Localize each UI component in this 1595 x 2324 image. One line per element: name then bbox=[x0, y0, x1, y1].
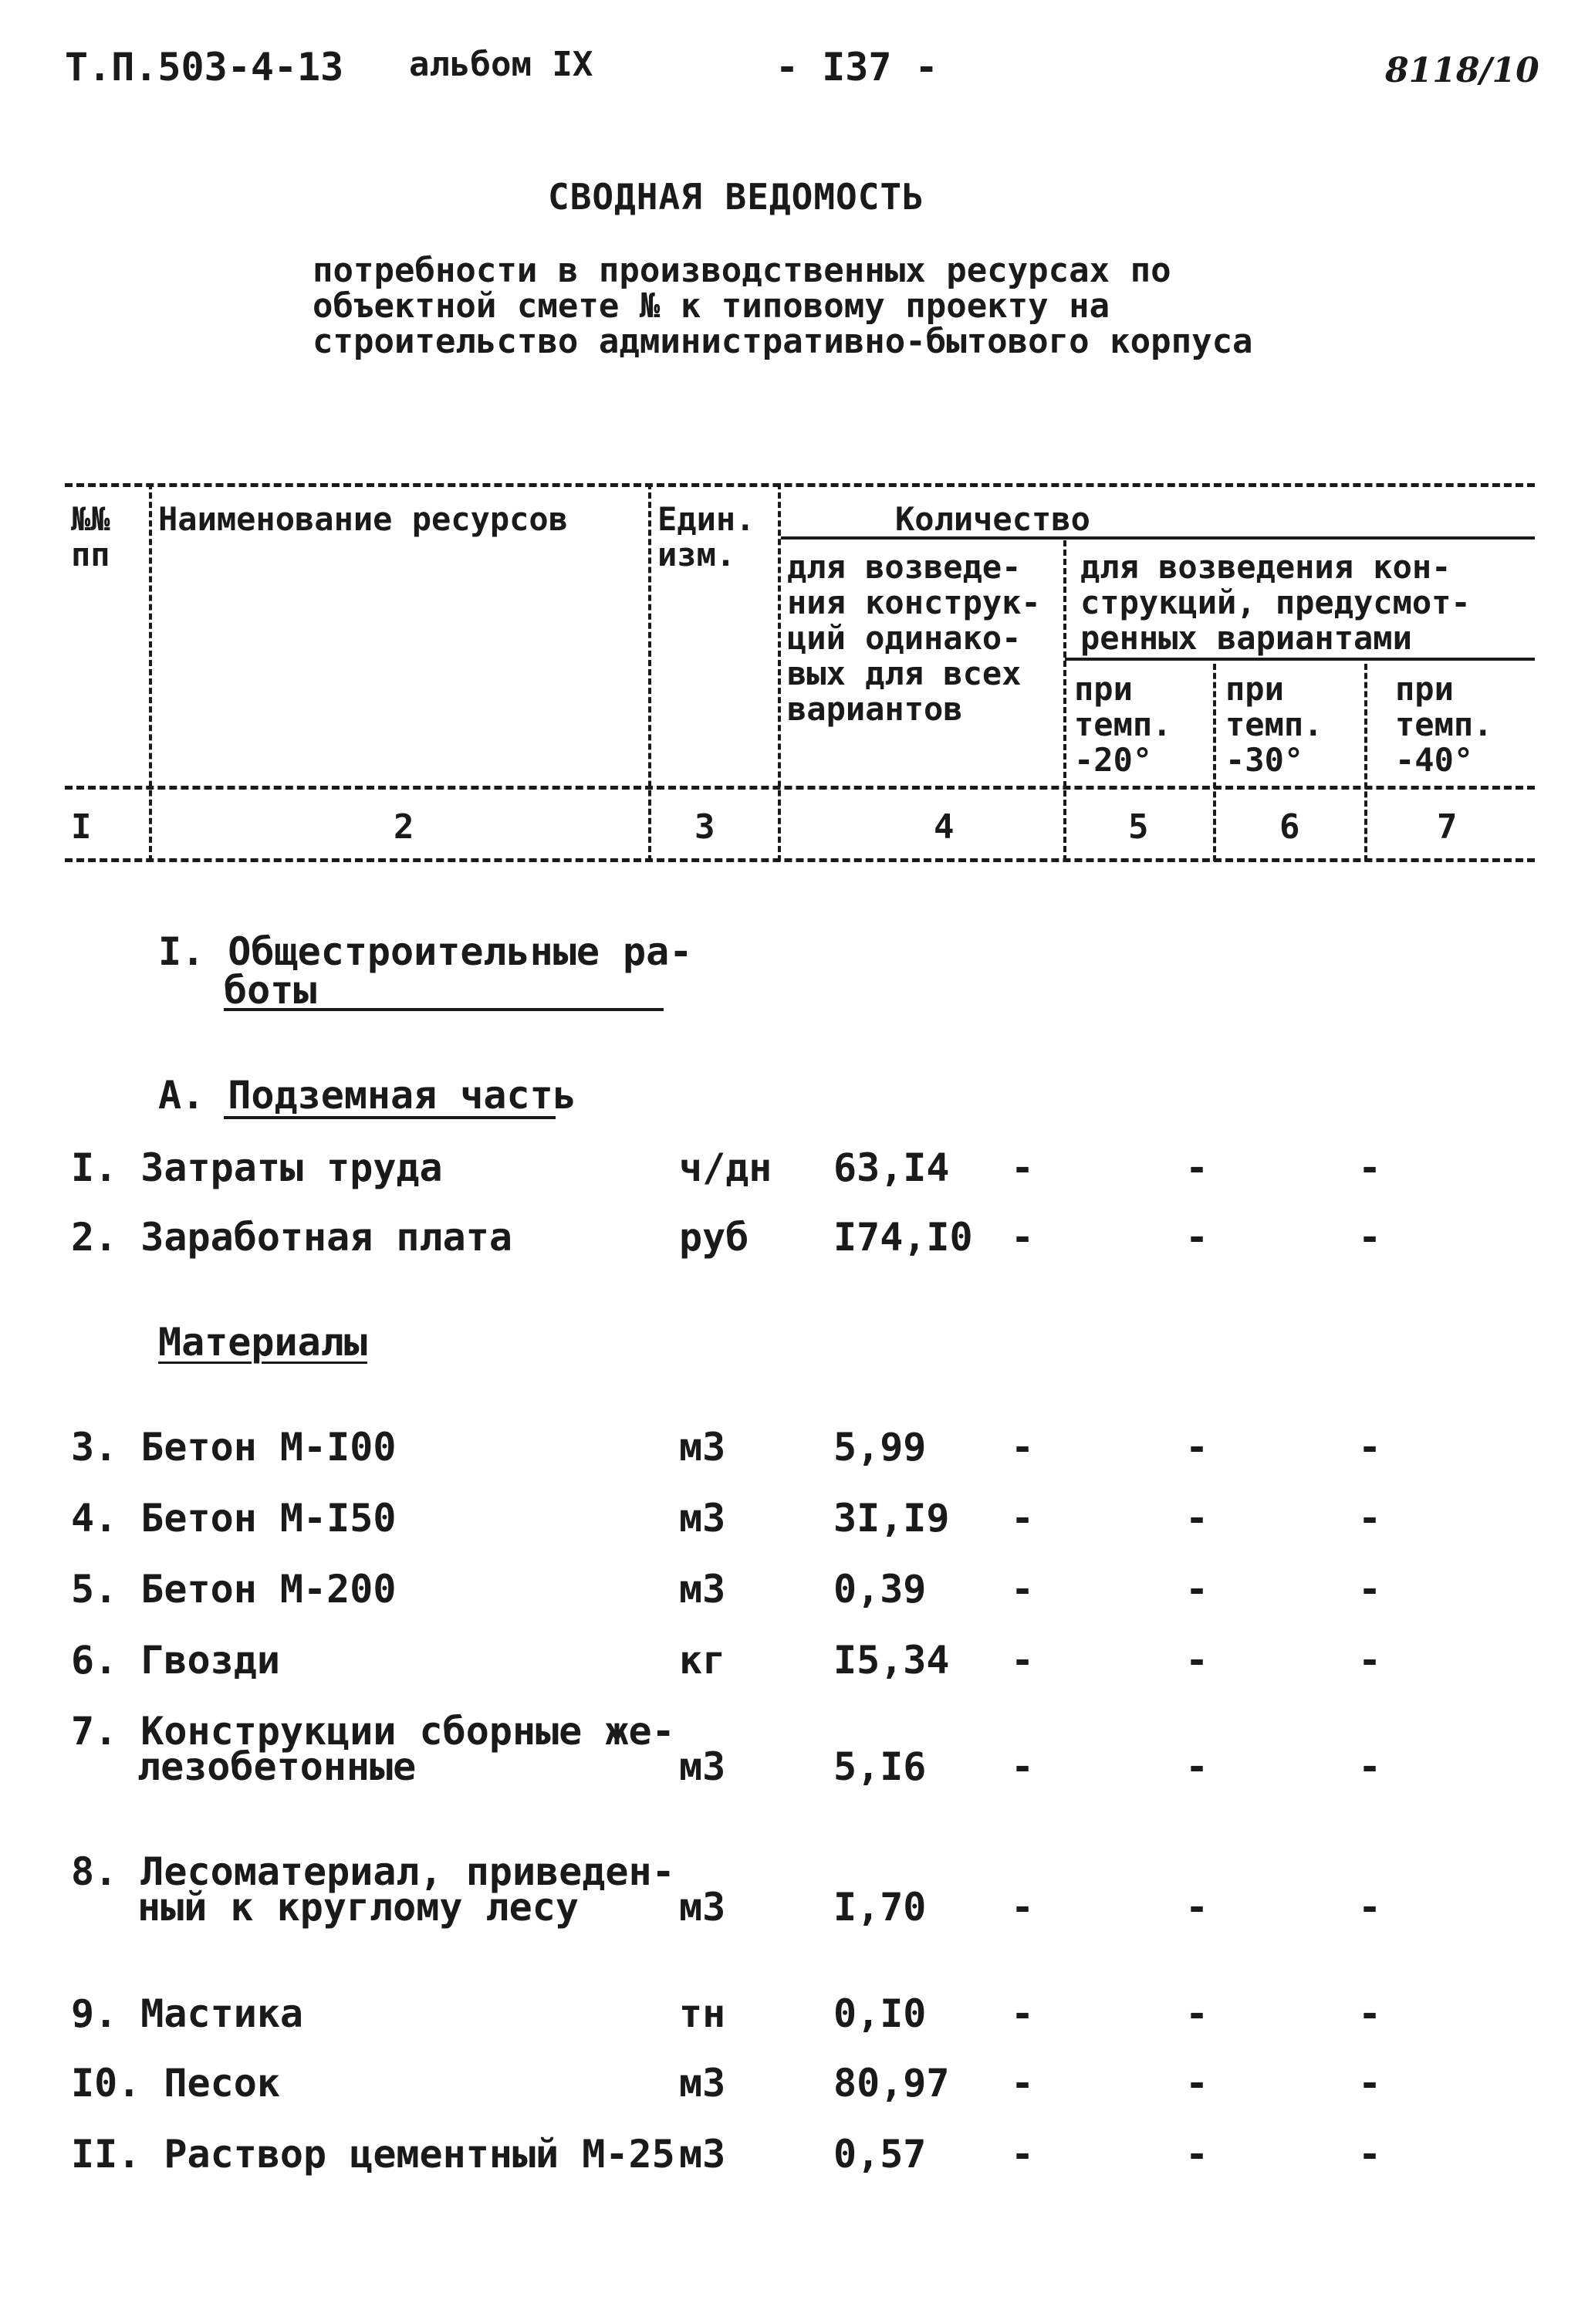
album-label: альбом IX bbox=[409, 45, 593, 84]
row-qty: 5,I6 bbox=[833, 1744, 927, 1789]
header-bottom-rule bbox=[65, 786, 1535, 790]
section-title-underline bbox=[224, 1008, 664, 1011]
document-title: СВОДНАЯ ВЕДОМОСТЬ bbox=[548, 176, 924, 218]
col-divider-1 bbox=[149, 483, 152, 861]
col5-line-3: -20° bbox=[1074, 741, 1153, 779]
row-qty: 63,I4 bbox=[833, 1145, 950, 1190]
row-qty: 0,39 bbox=[833, 1567, 927, 1612]
col-number-5: 5 bbox=[1128, 807, 1149, 847]
col7-line-3: -40° bbox=[1395, 741, 1474, 779]
row-t40: - bbox=[1358, 1425, 1382, 1470]
col6-line-1: при bbox=[1225, 670, 1284, 708]
row-t20: - bbox=[1011, 1496, 1035, 1541]
row-unit: м3 bbox=[679, 1425, 726, 1470]
quantity-underline bbox=[781, 536, 1535, 540]
row-t40: - bbox=[1358, 1638, 1382, 1683]
row-t30: - bbox=[1185, 2132, 1209, 2177]
row-unit: м3 bbox=[679, 1496, 726, 1541]
document-subtitle: потребности в производственных ресурсах по объектной смете № к типовому проекту на строительство административно-бытового корпуса bbox=[313, 251, 1253, 361]
col-number-2: 2 bbox=[394, 807, 414, 847]
row-unit: м3 bbox=[679, 1885, 726, 1930]
row-qty: I,70 bbox=[833, 1885, 927, 1930]
col6-line-3: -30° bbox=[1225, 741, 1304, 779]
row-name-continued: ный к круглому лесу bbox=[137, 1885, 579, 1930]
row-name: 3. Бетон М-I00 bbox=[71, 1425, 397, 1470]
sheet-number: 8118/10 bbox=[1385, 51, 1539, 90]
variants-line-3: ренных вариантами bbox=[1080, 619, 1412, 657]
row-t30: - bbox=[1185, 1425, 1209, 1470]
col5-line-1: при bbox=[1074, 670, 1133, 708]
col4-line-4: вых для всех bbox=[787, 655, 1022, 692]
row-t40: - bbox=[1358, 1215, 1382, 1260]
col-number-1: I bbox=[71, 807, 92, 847]
header-top-rule bbox=[65, 483, 1535, 487]
row-t20: - bbox=[1011, 1145, 1035, 1190]
row-t20: - bbox=[1011, 2132, 1035, 2177]
col-header-number-1: №№ bbox=[71, 500, 110, 538]
col6-line-2: темп. bbox=[1225, 705, 1323, 743]
row-name: I. Затраты труда bbox=[71, 1145, 443, 1190]
row-t30: - bbox=[1185, 1885, 1209, 1930]
row-t40: - bbox=[1358, 1991, 1382, 2036]
row-t40: - bbox=[1358, 1496, 1382, 1541]
row-t40: - bbox=[1358, 1567, 1382, 1612]
col-divider-6 bbox=[1364, 664, 1367, 861]
row-t30: - bbox=[1185, 1991, 1209, 2036]
row-t40: - bbox=[1358, 1885, 1382, 1930]
col4-line-1: для возведе- bbox=[787, 548, 1022, 586]
row-t20: - bbox=[1011, 1215, 1035, 1260]
row-qty: 0,I0 bbox=[833, 1991, 927, 2036]
row-t40: - bbox=[1358, 2132, 1382, 2177]
col4-line-5: вариантов bbox=[787, 690, 963, 728]
row-unit: м3 bbox=[679, 2132, 726, 2177]
row-name: 7. Конструкции сборные же- bbox=[71, 1709, 675, 1754]
row-unit: руб bbox=[679, 1215, 749, 1260]
row-t20: - bbox=[1011, 1991, 1035, 2036]
row-t30: - bbox=[1185, 1496, 1209, 1541]
row-unit: м3 bbox=[679, 2061, 726, 2106]
col-number-4: 4 bbox=[934, 807, 955, 847]
row-t30: - bbox=[1185, 1215, 1209, 1260]
doc-code: Т.П.503-4-13 bbox=[65, 45, 344, 90]
row-name: 5. Бетон М-200 bbox=[71, 1567, 397, 1612]
col7-line-2: темп. bbox=[1395, 705, 1493, 743]
col-divider-5 bbox=[1213, 664, 1216, 861]
part-heading: А. Подземная часть bbox=[158, 1073, 576, 1118]
numbers-bottom-rule bbox=[65, 858, 1535, 862]
section-title-line-1: I. Общестроительные ра- bbox=[158, 929, 693, 974]
row-t20: - bbox=[1011, 2061, 1035, 2106]
row-name-continued: лезобетонные bbox=[137, 1744, 417, 1789]
row-t30: - bbox=[1185, 1567, 1209, 1612]
row-qty: 3I,I9 bbox=[833, 1496, 950, 1541]
row-unit: ч/дн bbox=[679, 1145, 772, 1190]
col4-line-2: ния конструк- bbox=[787, 584, 1041, 621]
col-divider-3 bbox=[778, 483, 781, 861]
col-header-unit-2: изм. bbox=[657, 536, 736, 573]
row-name: 6. Гвозди bbox=[71, 1638, 280, 1683]
row-name: II. Раствор цементный М-25 bbox=[71, 2132, 675, 2177]
row-t40: - bbox=[1358, 2061, 1382, 2106]
col-header-resource-name: Наименование ресурсов bbox=[158, 500, 569, 538]
page-number: - I37 - bbox=[776, 45, 938, 90]
variants-line-1: для возведения кон- bbox=[1080, 548, 1451, 586]
col7-line-1: при bbox=[1395, 670, 1454, 708]
row-t30: - bbox=[1185, 1638, 1209, 1683]
row-t20: - bbox=[1011, 1885, 1035, 1930]
row-unit: кг bbox=[679, 1638, 726, 1683]
row-name: 4. Бетон М-I50 bbox=[71, 1496, 397, 1541]
row-t30: - bbox=[1185, 2061, 1209, 2106]
row-t20: - bbox=[1011, 1744, 1035, 1789]
row-t30: - bbox=[1185, 1145, 1209, 1190]
row-unit: м3 bbox=[679, 1744, 726, 1789]
row-name: 2. Заработная плата bbox=[71, 1215, 512, 1260]
col-header-number-2: пп bbox=[71, 536, 110, 573]
col-header-quantity: Количество bbox=[895, 500, 1090, 538]
row-t20: - bbox=[1011, 1567, 1035, 1612]
row-name: 8. Лесоматериал, приведен- bbox=[71, 1849, 675, 1894]
col4-line-3: ций одинако- bbox=[787, 619, 1022, 657]
row-qty: I5,34 bbox=[833, 1638, 950, 1683]
col-number-7: 7 bbox=[1437, 807, 1458, 847]
section-title-line-2: боты bbox=[224, 968, 317, 1013]
col-divider-4 bbox=[1063, 540, 1066, 861]
row-unit: м3 bbox=[679, 1567, 726, 1612]
row-name: 9. Мастика bbox=[71, 1991, 304, 2036]
row-t20: - bbox=[1011, 1425, 1035, 1470]
part-heading-underline bbox=[224, 1116, 556, 1119]
col-header-unit-1: Един. bbox=[657, 500, 755, 538]
variants-underline bbox=[1065, 658, 1535, 661]
row-unit: тн bbox=[679, 1991, 726, 2036]
row-t20: - bbox=[1011, 1638, 1035, 1683]
col5-line-2: темп. bbox=[1074, 705, 1172, 743]
row-qty: 5,99 bbox=[833, 1425, 927, 1470]
row-t30: - bbox=[1185, 1744, 1209, 1789]
col-number-3: 3 bbox=[694, 807, 715, 847]
materials-heading: Материалы bbox=[158, 1320, 367, 1365]
col-number-6: 6 bbox=[1279, 807, 1300, 847]
row-t40: - bbox=[1358, 1145, 1382, 1190]
row-t40: - bbox=[1358, 1744, 1382, 1789]
variants-line-2: струкций, предусмот- bbox=[1080, 584, 1471, 621]
row-name: I0. Песок bbox=[71, 2061, 280, 2106]
col-divider-2 bbox=[648, 483, 651, 861]
row-qty: I74,I0 bbox=[833, 1215, 973, 1260]
row-qty: 0,57 bbox=[833, 2132, 927, 2177]
row-qty: 80,97 bbox=[833, 2061, 950, 2106]
